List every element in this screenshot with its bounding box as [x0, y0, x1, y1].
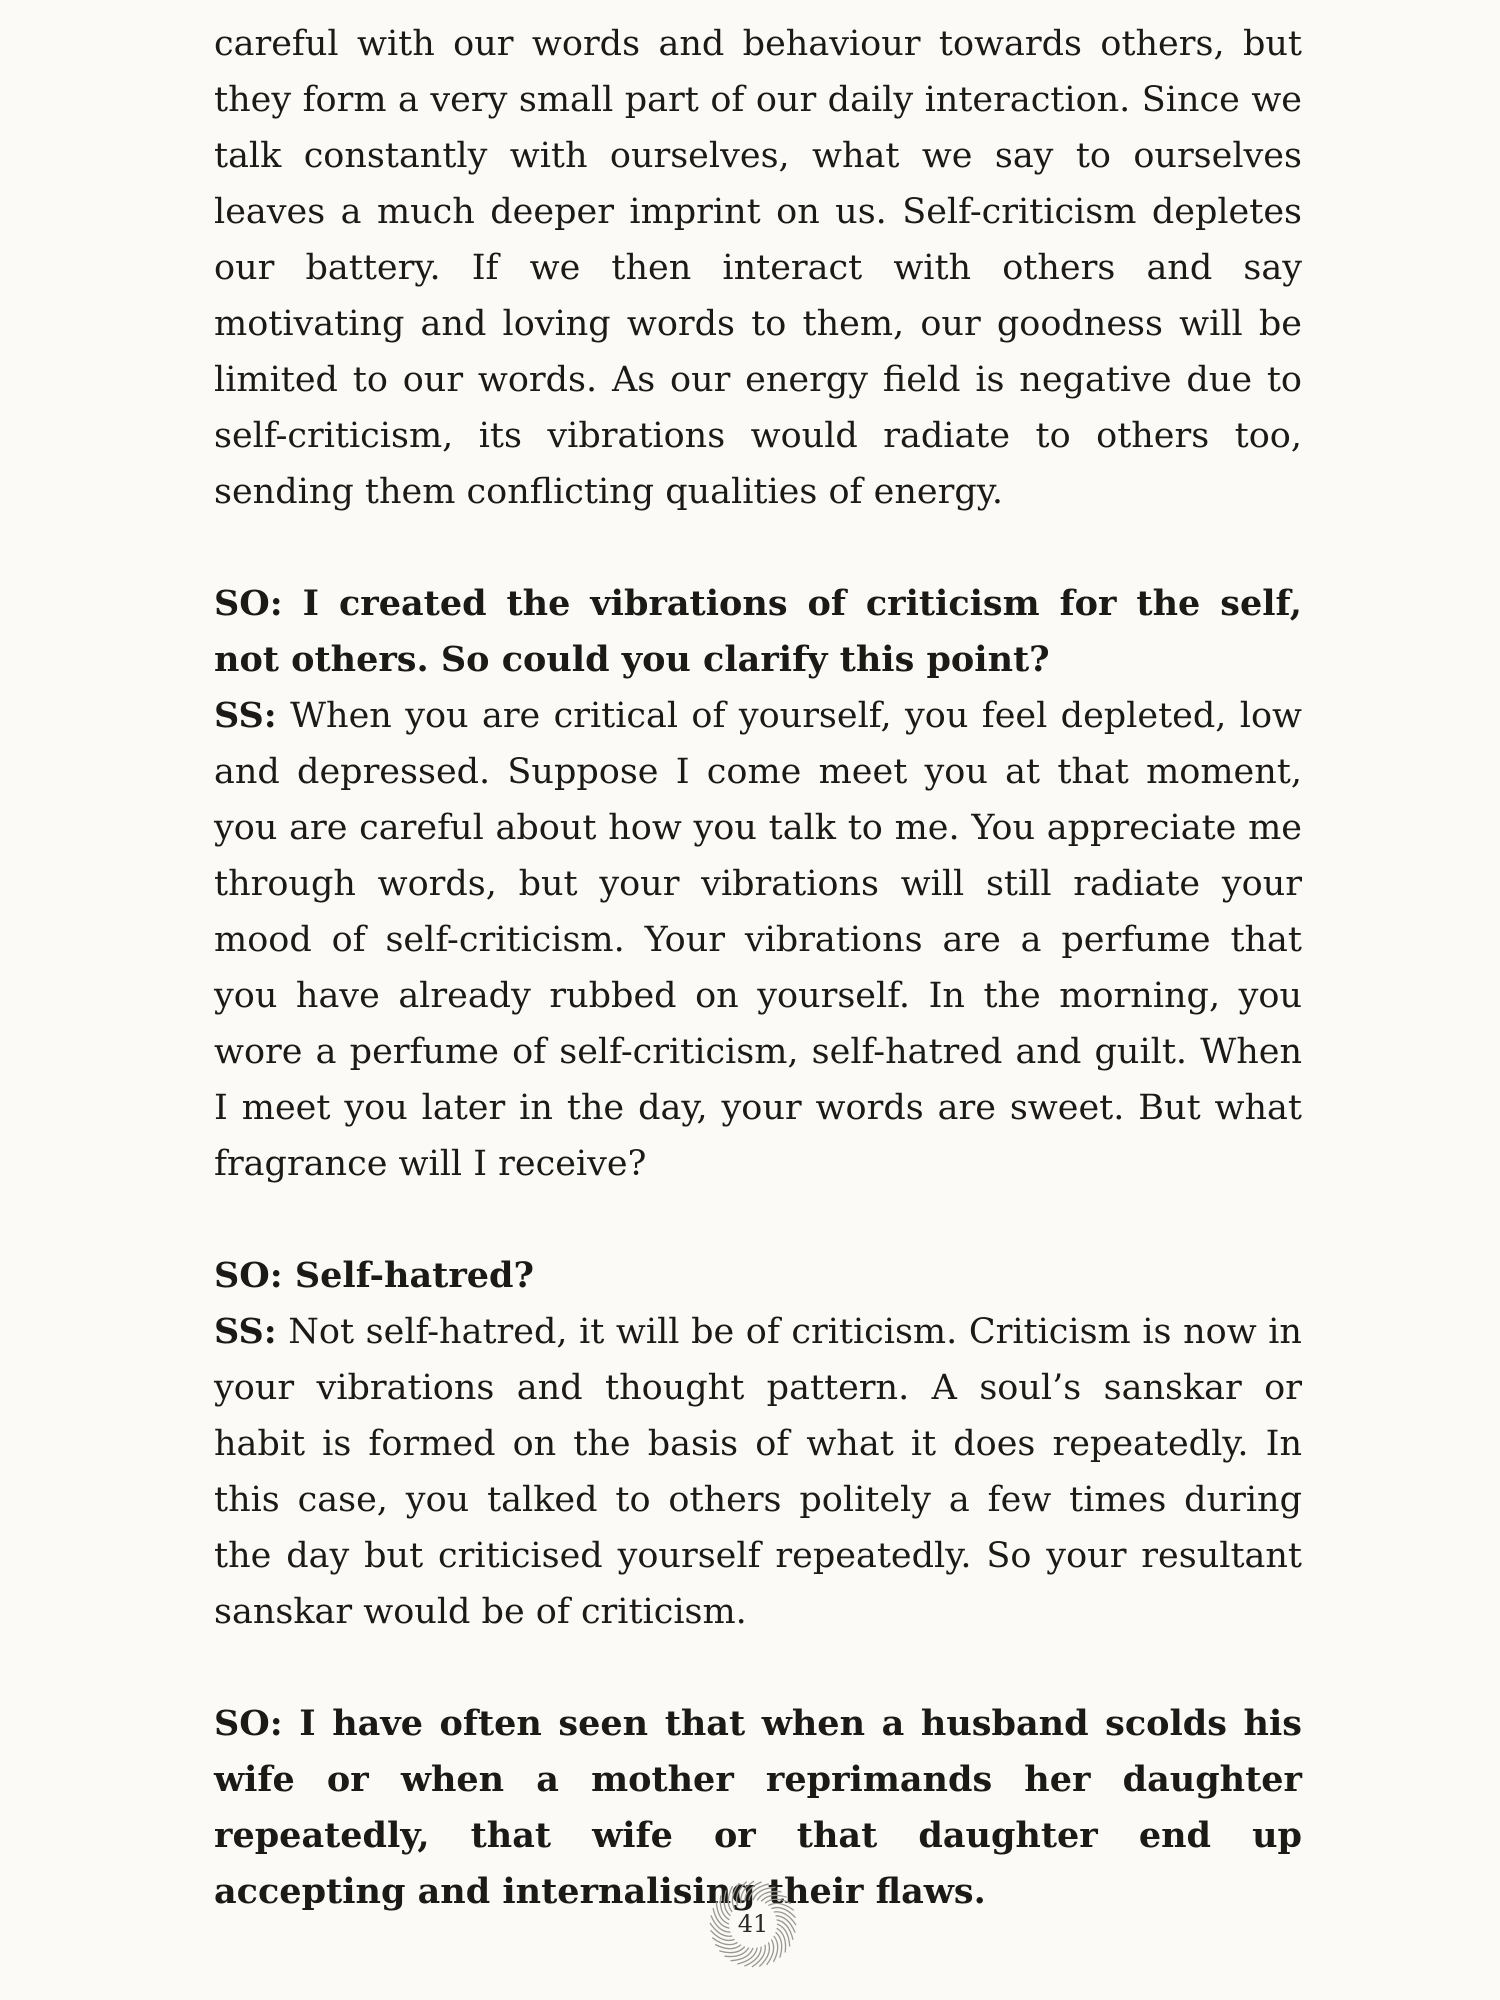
paragraph-spacer	[214, 1640, 1302, 1696]
paragraph-spacer	[214, 520, 1302, 576]
page-body	[214, 16, 1302, 1920]
page-number: 41	[737, 1910, 769, 1938]
page-number-badge	[707, 1878, 799, 1970]
answer-text: When you are critical of yourself, you feel depleted, low and depressed. Suppose I come meet you at that moment, you are careful about how you talk to me. You appreciate me through words, but your vibrations will still radiate your mood of self-criticism. Your vibrations are a perfume that you have already rubbed on yourself. In the morning, you wore a perfume of self-criticism, self-hatred and guilt. When I meet you later in the day, your words are sweet. But what fragrance will I receive?	[214, 696, 1302, 1184]
paragraph-intro: careful with our words and behaviour towards others, but they form a very small part of our daily interaction. Since we talk constantly with ourselves, what we say to ourselves leaves a much deeper imprint on us. Self-criticism depletes our battery. If we then interact with others and say motivating and loving words to them, our goodness will be limited to our words. As our energy field is negative due to self-criticism, its vibrations would radiate to others too, sending them conflicting qualities of energy.	[214, 24, 1302, 512]
answer-text: Not self-hatred, it will be of criticism. Criticism is now in your vibrations and thought pattern. A soul’s sanskar or habit is formed on the basis of what it does repeatedly. In this case, you talked to others politely a few times during the day but criticised yourself repeatedly. So your resultant sanskar would be of criticism.	[214, 1312, 1302, 1632]
speaker-label: SS:	[214, 1311, 277, 1352]
question-husband-wife: SO: I have often seen that when a husband scolds his wife or when a mother reprimands her daughter repeatedly, that wife or that daughter end up accepting and internalising their flaws.	[214, 1703, 1302, 1912]
answer-criticism	[214, 1304, 1302, 1640]
paragraph-spacer	[214, 1192, 1302, 1248]
speaker-label: SS:	[214, 695, 277, 736]
question-vibrations: SO: I created the vibrations of criticism for the self, not others. So could you clarify this point?	[214, 583, 1302, 680]
question-self-hatred: SO: Self-hatred?	[214, 1255, 535, 1296]
answer-vibrations	[214, 688, 1302, 1192]
